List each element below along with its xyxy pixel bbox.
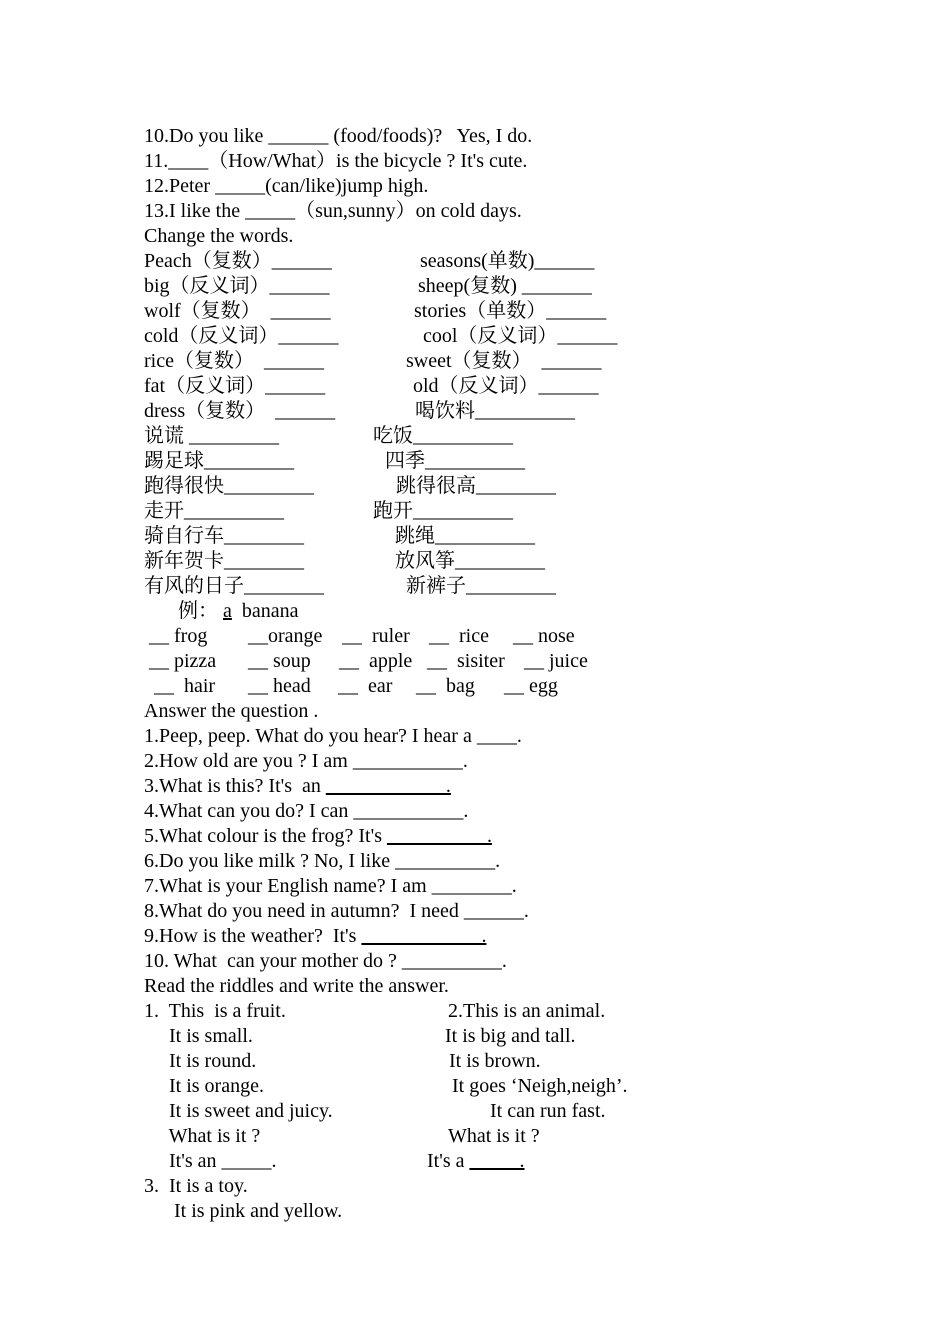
example-prefix: 例： bbox=[178, 600, 218, 622]
riddle-1-line: It's an _____. bbox=[144, 1150, 277, 1172]
article-item: __ soup bbox=[238, 650, 311, 672]
answer-blank: _____. bbox=[469, 1150, 525, 1172]
change-word-left: wolf（复数） ______ bbox=[144, 300, 331, 322]
answer-blank: ____________. bbox=[325, 775, 451, 797]
translate-right: 四季__________ bbox=[385, 450, 525, 472]
translate-right: 新裤子_________ bbox=[406, 575, 556, 597]
article-item: __ egg bbox=[504, 675, 558, 697]
article-item: __ sisiter bbox=[427, 650, 505, 672]
riddle-2-line: It goes ‘Neigh,neigh’. bbox=[452, 1075, 628, 1097]
article-item: __ rice bbox=[429, 625, 489, 647]
translate-left: 说谎 _________ bbox=[144, 425, 279, 447]
translate-left: 有风的日子________ bbox=[144, 575, 324, 597]
translate-left: 新年贺卡________ bbox=[144, 550, 304, 572]
article-item: __orange bbox=[238, 625, 323, 647]
article-item: __ head bbox=[238, 675, 311, 697]
translate-left: 走开__________ bbox=[144, 500, 284, 522]
article-item: __ nose bbox=[513, 625, 575, 647]
riddle-2-line: It is big and tall. bbox=[445, 1025, 576, 1047]
change-word-right: 喝饮料__________ bbox=[415, 400, 575, 422]
article-item: __ hair bbox=[144, 675, 216, 697]
riddle-2-text: It's a bbox=[427, 1150, 470, 1172]
change-word-right: sweet（复数） ______ bbox=[406, 350, 602, 372]
article-item: __ ruler bbox=[342, 625, 410, 647]
question-text: 6.Do you like milk ? No, I like __________. bbox=[144, 850, 501, 872]
answer-question bbox=[144, 924, 486, 949]
change-word-right: stories（单数）______ bbox=[414, 300, 607, 322]
answer-question bbox=[144, 749, 468, 774]
riddle-2-answer bbox=[427, 1149, 524, 1174]
translate-right: 跳得很高________ bbox=[396, 475, 556, 497]
riddle-2-line: It can run fast. bbox=[490, 1100, 606, 1122]
change-word-right: seasons(单数)______ bbox=[420, 250, 595, 272]
riddle-2-line: 2.This is an animal. bbox=[448, 1000, 606, 1022]
answer-question bbox=[144, 799, 468, 824]
change-word-left: big（反义词）______ bbox=[144, 275, 330, 297]
question-10: 10.Do you like ______ (food/foods)? Yes, I do. bbox=[144, 125, 533, 147]
riddle-3-line: 3. It is a toy. bbox=[144, 1175, 248, 1197]
question-text: 8.What do you need in autumn? I need ______. bbox=[144, 900, 529, 922]
riddle-1-line: It is round. bbox=[144, 1050, 257, 1072]
translate-right: 跑开__________ bbox=[373, 500, 513, 522]
question-text: 7.What is your English name? I am ________. bbox=[144, 875, 517, 897]
question-12: 12.Peter _____(can/like)jump high. bbox=[144, 175, 429, 197]
change-word-left: fat（反义词）______ bbox=[144, 375, 326, 397]
question-13: 13.I like the _____（sun,sunny）on cold days. bbox=[144, 200, 522, 222]
article-item: __ pizza bbox=[144, 650, 217, 672]
change-word-right: old（反义词）______ bbox=[413, 375, 599, 397]
question-text: 3.What is this? It's an bbox=[144, 775, 326, 797]
change-word-left: Peach（复数）______ bbox=[144, 250, 332, 272]
answer-question bbox=[144, 949, 507, 974]
change-word-right: sheep(复数) _______ bbox=[418, 275, 592, 297]
article-item: __ apple bbox=[339, 650, 413, 672]
question-text: 5.What colour is the frog? It's bbox=[144, 825, 387, 847]
translate-right: 吃饭__________ bbox=[373, 425, 513, 447]
example-word: banana bbox=[241, 600, 299, 622]
change-words-heading: Change the words. bbox=[144, 225, 294, 247]
question-text: 1.Peep, peep. What do you hear? I hear a ____. bbox=[144, 725, 522, 747]
question-text: 2.How old are you ? I am ___________. bbox=[144, 750, 468, 772]
answer-blank: ____________. bbox=[361, 925, 487, 947]
riddle-3-line: It is pink and yellow. bbox=[144, 1200, 343, 1222]
answer-question bbox=[144, 874, 517, 899]
change-word-left: dress（复数） ______ bbox=[144, 400, 336, 422]
riddle-1-line: It is orange. bbox=[144, 1075, 264, 1097]
question-text: 10. What can your mother do ? __________. bbox=[144, 950, 507, 972]
translate-right: 跳绳__________ bbox=[395, 525, 535, 547]
question-text: 4.What can you do? I can ___________. bbox=[144, 800, 469, 822]
riddle-1-line: It is sweet and juicy. bbox=[144, 1100, 333, 1122]
change-word-right: cool（反义词）______ bbox=[423, 325, 618, 347]
answer-question bbox=[144, 849, 500, 874]
translate-left: 骑自行车________ bbox=[144, 525, 304, 547]
riddle-1-line: It is small. bbox=[144, 1025, 253, 1047]
riddle-2-line: What is it ? bbox=[448, 1125, 540, 1147]
question-text: 9.How is the weather? It's bbox=[144, 925, 362, 947]
article-item: __ bag bbox=[416, 675, 475, 697]
riddle-1-line: What is it ? bbox=[144, 1125, 261, 1147]
article-item: __ ear bbox=[338, 675, 393, 697]
riddles-heading: Read the riddles and write the answer. bbox=[144, 975, 449, 997]
riddle-1-line: 1. This is a fruit. bbox=[144, 1000, 286, 1022]
article-item: __ juice bbox=[524, 650, 588, 672]
example-article: a bbox=[223, 600, 232, 622]
translate-left: 跑得很快_________ bbox=[144, 475, 314, 497]
change-word-left: rice（复数） ______ bbox=[144, 350, 324, 372]
answer-heading: Answer the question . bbox=[144, 700, 319, 722]
answer-question bbox=[144, 724, 522, 749]
translate-right: 放风筝_________ bbox=[395, 550, 545, 572]
answer-blank: __________. bbox=[386, 825, 492, 847]
answer-question bbox=[144, 774, 451, 799]
article-example bbox=[178, 599, 299, 624]
article-item: __ frog bbox=[144, 625, 208, 647]
translate-left: 踢足球_________ bbox=[144, 450, 294, 472]
answer-question bbox=[144, 824, 492, 849]
riddle-2-line: It is brown. bbox=[449, 1050, 541, 1072]
change-word-left: cold（反义词）______ bbox=[144, 325, 339, 347]
question-11: 11.____（How/What）is the bicycle ? It's cute. bbox=[144, 150, 528, 172]
answer-question bbox=[144, 899, 529, 924]
